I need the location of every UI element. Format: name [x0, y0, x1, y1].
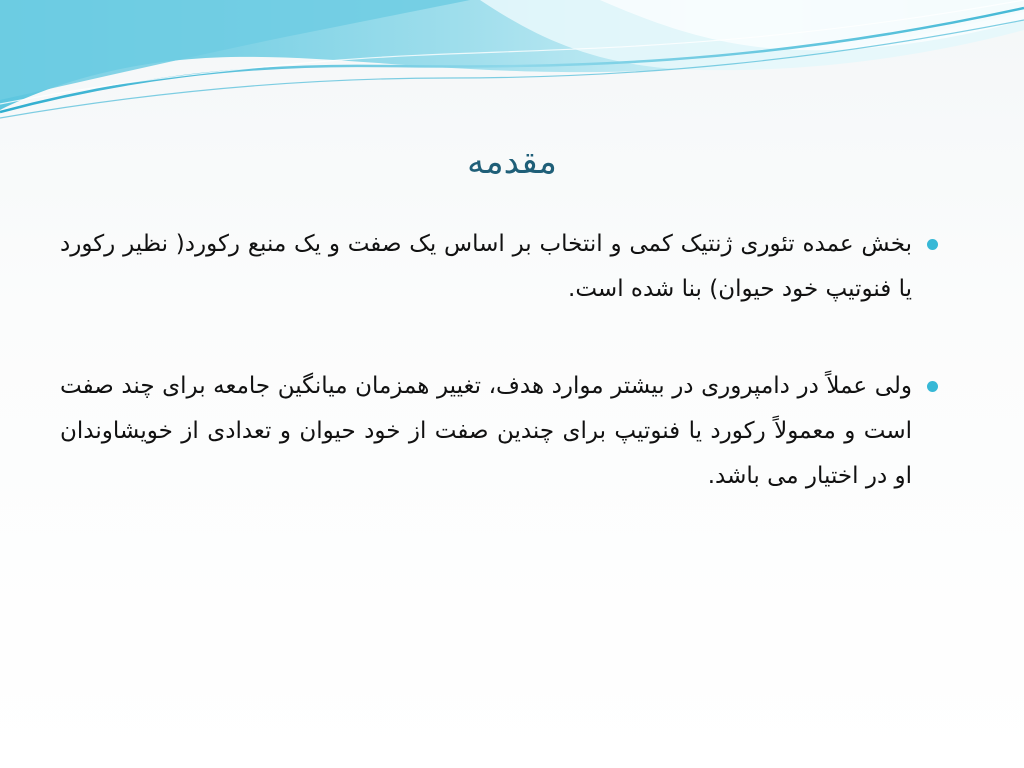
bullet-list — [60, 222, 940, 499]
slide-title: مقدمه — [467, 142, 557, 182]
bullet-marker-icon — [927, 239, 938, 250]
bullet-item — [60, 222, 940, 312]
bullet-text: ولی عملاً در دامپروری در بیشتر موارد هدف، تغییر همزمان میانگین جامعه برای چند صفت است و معمولاً رکورد یا فنوتیپ برای چندین صفت از خود حیوان و تعدادی از خویشاوندان او در اختیار می باشد. — [60, 373, 912, 489]
bullet-marker-icon — [927, 381, 938, 392]
bullet-item — [60, 364, 940, 499]
bullet-text: بخش عمده تئوری ژنتیک کمی و انتخاب بر اساس یک صفت و یک منبع رکورد( نظیر رکورد یا فنوتیپ خود حیوان) بنا شده است. — [60, 231, 912, 302]
header-wave-decoration — [0, 0, 1024, 130]
